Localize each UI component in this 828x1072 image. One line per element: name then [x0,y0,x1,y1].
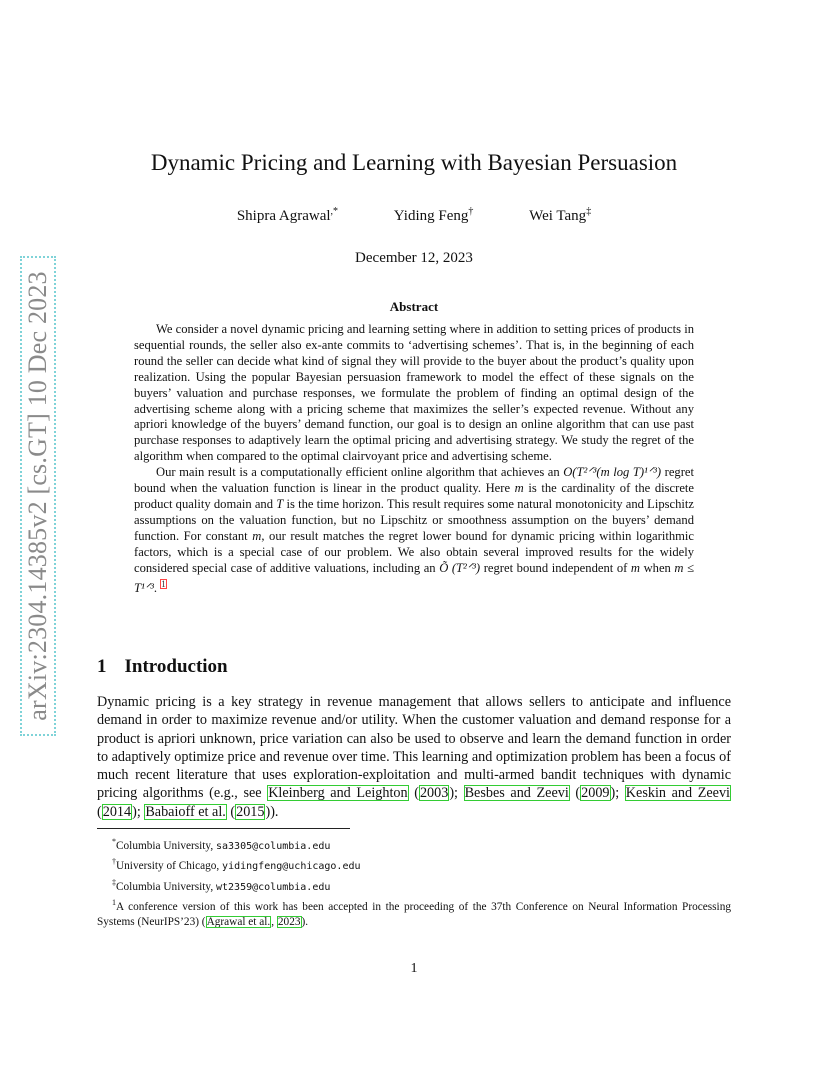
citation-link-kleinberg-year[interactable]: 2003 [419,785,449,802]
abstract-paragraph-2: Our main result is a computationally efficient online algorithm that achieves an O(T²ᐟ³(m log T)¹ᐟ³) regret bound when the valuation function is linear in the product quality. Here m is the cardinality of the discrete product quality domain and T is the time horizon. This result requires some natural monotonicity and Lipschitz assumptions on the valuation function, but no Lipschitz or smoothness assumption on the buyers’ demand function. For constant m, our result matches the regret lower bound for dynamic pricing within logarithmic factors, which is a special case of our problem. We also obtain several improved results for the widely considered special case of additive valuations, including an Õ (T²ᐟ³) regret bound independent of m when m ≤ T¹ᐟ³. $^1$ [134,465,695,595]
author-3: Wei Tang‡ [529,206,592,224]
citation-link-keskin-year[interactable]: 2014 [102,803,132,820]
section-number: 1 [97,656,107,677]
citation-link-babaioff-year[interactable]: 2015 [236,803,265,820]
footnote-affiliation-2: †University of Chicago, yidingfeng@uchicago.edu [112,857,361,873]
math-regret-bound: O(T²ᐟ³(m log T)¹ᐟ³) [563,465,662,480]
author-2: Yiding Feng† [393,206,474,224]
author-1: Shipra Agrawal,* [236,206,339,224]
footnote-affiliation-3: ‡Columbia University, wt2359@columbia.edu [112,877,331,893]
arxiv-identifier-stamp[interactable] [20,256,56,736]
citation-link-besbes[interactable]: Besbes and Zeevi [464,785,569,802]
math-condition: m ≤ T¹ᐟ³ [134,560,694,595]
email-link-1[interactable]: sa3305@columbia.edu [216,840,331,852]
math-additive-bound: Õ (T²ᐟ³) [439,560,481,575]
footnote-link-1[interactable]: 1 [161,578,166,589]
email-link-3[interactable]: wt2359@columbia.edu [216,881,331,893]
citation-link-babaioff[interactable]: Babaioff et al. [145,803,226,820]
footnotes [97,834,731,931]
footnote-conference-version: $^1$A conference version of this work has been accepted in the proceeding of the 37th Conference on Neural Information Processing Systems (NeurIPS’23) (Agrawal et al., 2023). [97,898,731,929]
citation-link-besbes-year[interactable]: 2009 [581,785,610,802]
citation-link-kleinberg[interactable]: Kleinberg and Leighton [268,785,408,802]
introduction-paragraph: Dynamic pricing is a key strategy in revenue management that allows sellers to anticipate and influence demand in order to maximize revenue and/or utility. When the customer valuation and demand response for a product is apriori unknown, price variation can also be used to observe and learn the demand function in order to adaptively optimize price and revenue over time. This learning and optimization problem has been a focus of much recent literature that uses exploration-exploitation and multi-armed bandit techniques with dynamic pricing algorithms (e.g., see Kleinberg and Leighton (2003); Besbes and Zeevi (2009); Keskin and Zeevi (2014); Babaioff et al. (2015)). [97,694,731,820]
citation-link-agrawal[interactable]: Agrawal et al. [206,916,271,929]
publication-date: December 12, 2023 [355,250,473,266]
citation-link-agrawal-year[interactable]: 2023 [277,916,301,929]
section-heading-introduction [97,656,228,678]
arxiv-identifier-text: arXiv:2304.14385v2 [cs.GT] 10 Dec 2023 [23,271,53,721]
abstract-body [134,322,694,597]
paper-title: Dynamic Pricing and Learning with Bayesian Persuasion [150,150,678,175]
page-number: 1 [410,961,418,976]
author-list [0,206,828,225]
footnote-affiliation-1: *Columbia University, sa3305@columbia.edu [112,837,331,852]
email-link-2[interactable]: yidingfeng@uchicago.edu [222,861,361,873]
citation-link-keskin[interactable]: Keskin and Zeevi [625,785,730,802]
abstract-heading: Abstract [389,299,439,314]
section-title: Introduction [124,656,228,677]
abstract-paragraph-1: We consider a novel dynamic pricing and learning setting where in addition to setting prices of products in sequential rounds, the seller also ex-ante commits to ‘advertising schemes’. That is, in the beginning of each round the seller can decide what kind of signal they will provide to the buyer about the product’s quality upon realization. Using the popular Bayesian persuasion framework to model the effect of these signals on the buyers’ valuation and purchase responses, we formulate the problem of finding an optimal design of the advertising scheme along with a pricing scheme that maximizes the seller’s expected revenue. Without any apriori knowledge of the buyers’ demand function, our goal is to design an online algorithm that can use past purchase responses to adaptively learn the optimal pricing and advertising strategy. We study the regret of the algorithm when compared to the optimal clairvoyant price and advertising scheme. [134,322,694,464]
footnote-divider [97,828,350,829]
